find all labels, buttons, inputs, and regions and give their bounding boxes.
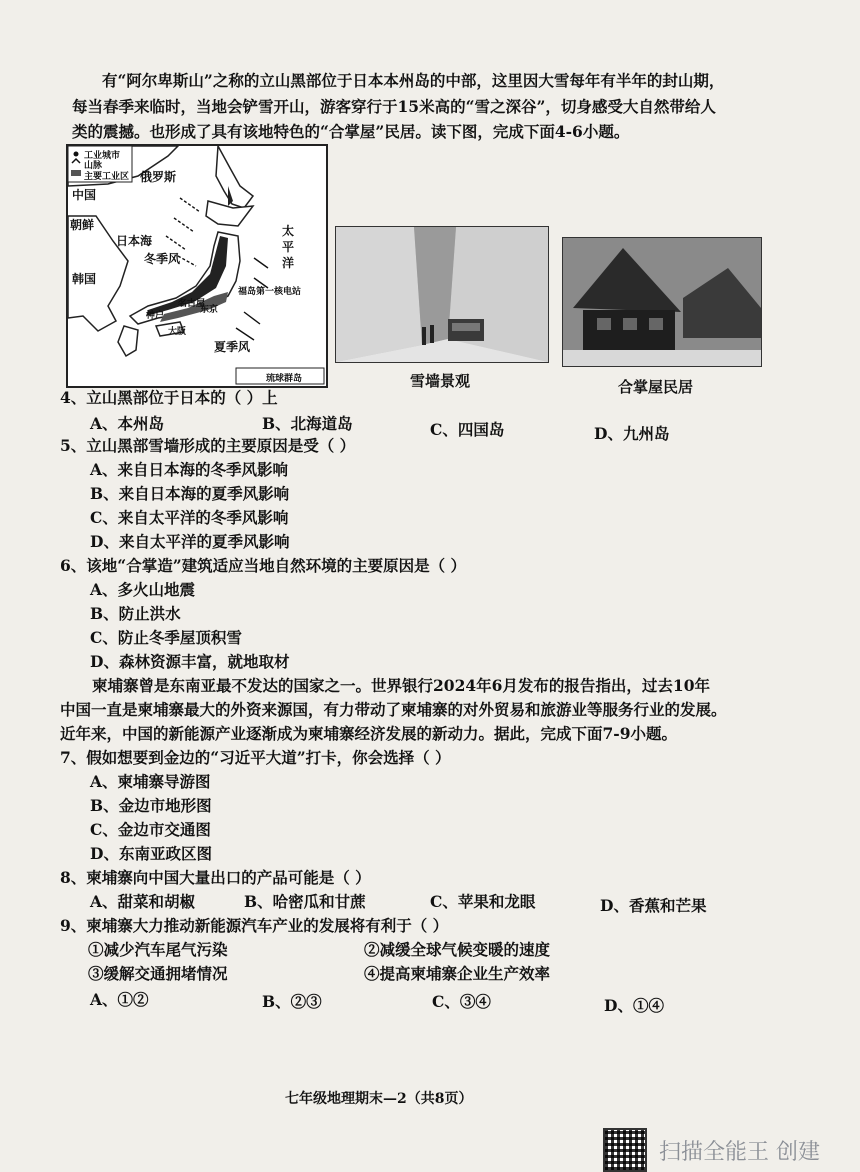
label-summer-wind: 夏季风 xyxy=(214,340,251,354)
label-pacific-1: 太 xyxy=(282,224,295,238)
q9-statement-2: ②减缓全球气候变暖的速度 xyxy=(364,940,551,959)
watermark-text: 扫描全能王 创建 xyxy=(659,1139,820,1165)
passage2-line-2: 中国一直是柬埔寨最大的外资来源国，有力带动了柬埔寨的对外贸易和旅游业等服务行业的发展。 xyxy=(60,700,727,719)
q9-statement-4: ④提高柬埔寨企业生产效率 xyxy=(364,964,551,983)
intro-line-2: 每当春季来临时，当地会铲雪开山，游客穿行于15米高的“雪之深谷”，切身感受大自然带给人 xyxy=(72,97,716,116)
gassho-house-photo xyxy=(562,237,762,367)
q5-option-b: B、来自日本海的夏季风影响 xyxy=(90,484,290,503)
q5-option-a: A、来自日本海的冬季风影响 xyxy=(90,460,289,479)
q7-option-b: B、金边市地形图 xyxy=(90,796,212,815)
qr-code-icon xyxy=(603,1128,647,1172)
q8-option-a: A、甜菜和胡椒 xyxy=(90,892,196,911)
q9-statement-1: ①减少汽车尾气污染 xyxy=(88,940,228,959)
label-osaka: 大阪 xyxy=(168,327,187,337)
q4-option-d: D、九州岛 xyxy=(594,424,670,443)
intro-line-1: 有“阿尔卑斯山”之称的立山黑部位于日本本州岛的中部，这里因大雪每年有半年的封山期， xyxy=(102,71,725,90)
snow-wall-photo xyxy=(335,226,549,363)
q4-option-c: C、四国岛 xyxy=(430,420,505,439)
q9-option-d: D、①④ xyxy=(604,996,664,1015)
label-winter-wind: 冬季风 xyxy=(144,252,181,266)
q8-option-d: D、香蕉和芒果 xyxy=(600,896,707,915)
japan-map xyxy=(66,144,328,388)
q9-option-c: C、③④ xyxy=(432,992,491,1011)
label-south-korea: 韩国 xyxy=(72,272,97,286)
label-pacific-2: 平 xyxy=(282,240,295,254)
q6-option-a: A、多火山地震 xyxy=(90,580,196,599)
legend-industrial-zone: 主要工业区 xyxy=(84,172,130,182)
label-china: 中国 xyxy=(72,188,97,202)
scanner-watermark xyxy=(603,1128,820,1172)
q5-option-c: C、来自太平洋的冬季风影响 xyxy=(90,508,289,527)
q7-option-c: C、金边市交通图 xyxy=(90,820,211,839)
q9-statement-3: ③缓解交通拥堵情况 xyxy=(88,964,228,983)
q5-option-d: D、来自太平洋的夏季风影响 xyxy=(90,532,290,551)
q6-option-d: D、森林资源丰富，就地取材 xyxy=(90,652,290,671)
intro-line-3: 类的震撼。也形成了具有该地特色的“合掌屋”民居。读下图，完成下面4-6小题。 xyxy=(72,122,630,141)
label-russia: 俄罗斯 xyxy=(140,170,177,184)
q7-stem: 7、假如想要到金边的“习近平大道”打卡，你会选择（ ） xyxy=(60,748,451,767)
page-footer: 七年级地理期末—2（共8页） xyxy=(285,1091,473,1107)
q7-option-a: A、柬埔寨导游图 xyxy=(90,772,211,791)
legend-industrial-city: 工业城市 xyxy=(84,151,121,161)
q6-option-c: C、防止冬季屋顶积雪 xyxy=(90,628,242,647)
q8-stem: 8、柬埔寨向中国大量出口的产品可能是（ ） xyxy=(60,868,371,887)
label-tokyo: 东京 xyxy=(200,305,219,315)
q8-option-b: B、哈密瓜和甘蔗 xyxy=(244,892,366,911)
snow-wall-illustration xyxy=(336,227,548,362)
gassho-house-caption: 合掌屋民居 xyxy=(618,378,694,396)
label-nagoya: 名古屋 xyxy=(178,299,206,309)
q9-option-a: A、①② xyxy=(90,990,149,1009)
label-sea-of-japan: 日本海 xyxy=(116,234,153,248)
q6-option-b: B、防止洪水 xyxy=(90,604,181,623)
label-pacific-3: 洋 xyxy=(282,256,295,270)
q6-stem: 6、该地“合掌造”建筑适应当地自然环境的主要原因是（ ） xyxy=(60,556,467,575)
q9-stem: 9、柬埔寨大力推动新能源汽车产业的发展将有利于（ ） xyxy=(60,916,449,935)
q7-option-d: D、东南亚政区图 xyxy=(90,844,212,863)
q4-option-b: B、北海道岛 xyxy=(262,414,353,433)
gassho-house-illustration xyxy=(563,238,761,366)
label-north-korea: 朝鲜 xyxy=(70,218,95,232)
label-kobe: 神户 xyxy=(146,311,165,321)
q5-stem: 5、立山黑部雪墙形成的主要原因是受（ ） xyxy=(60,436,356,455)
q8-option-c: C、苹果和龙眼 xyxy=(430,892,536,911)
snow-wall-caption: 雪墙景观 xyxy=(410,372,471,390)
q9-option-b: B、②③ xyxy=(262,992,322,1011)
label-ryukyu: 琉球群岛 xyxy=(266,374,303,384)
passage2-line-1: 柬埔寨曾是东南亚最不发达的国家之一。世界银行2024年6月发布的报告指出，过去10年 xyxy=(92,676,710,695)
q4-option-a: A、本州岛 xyxy=(90,414,165,433)
label-fukushima: 福岛第一核电站 xyxy=(238,287,302,297)
legend-mountain: 山脉 xyxy=(84,161,103,171)
passage2-line-3: 近年来，中国的新能源产业逐渐成为柬埔寨经济发展的新动力。据此，完成下面7-9小题。 xyxy=(60,724,678,743)
q4-stem: 4、立山黑部位于日本的（ ）上 xyxy=(60,388,278,407)
